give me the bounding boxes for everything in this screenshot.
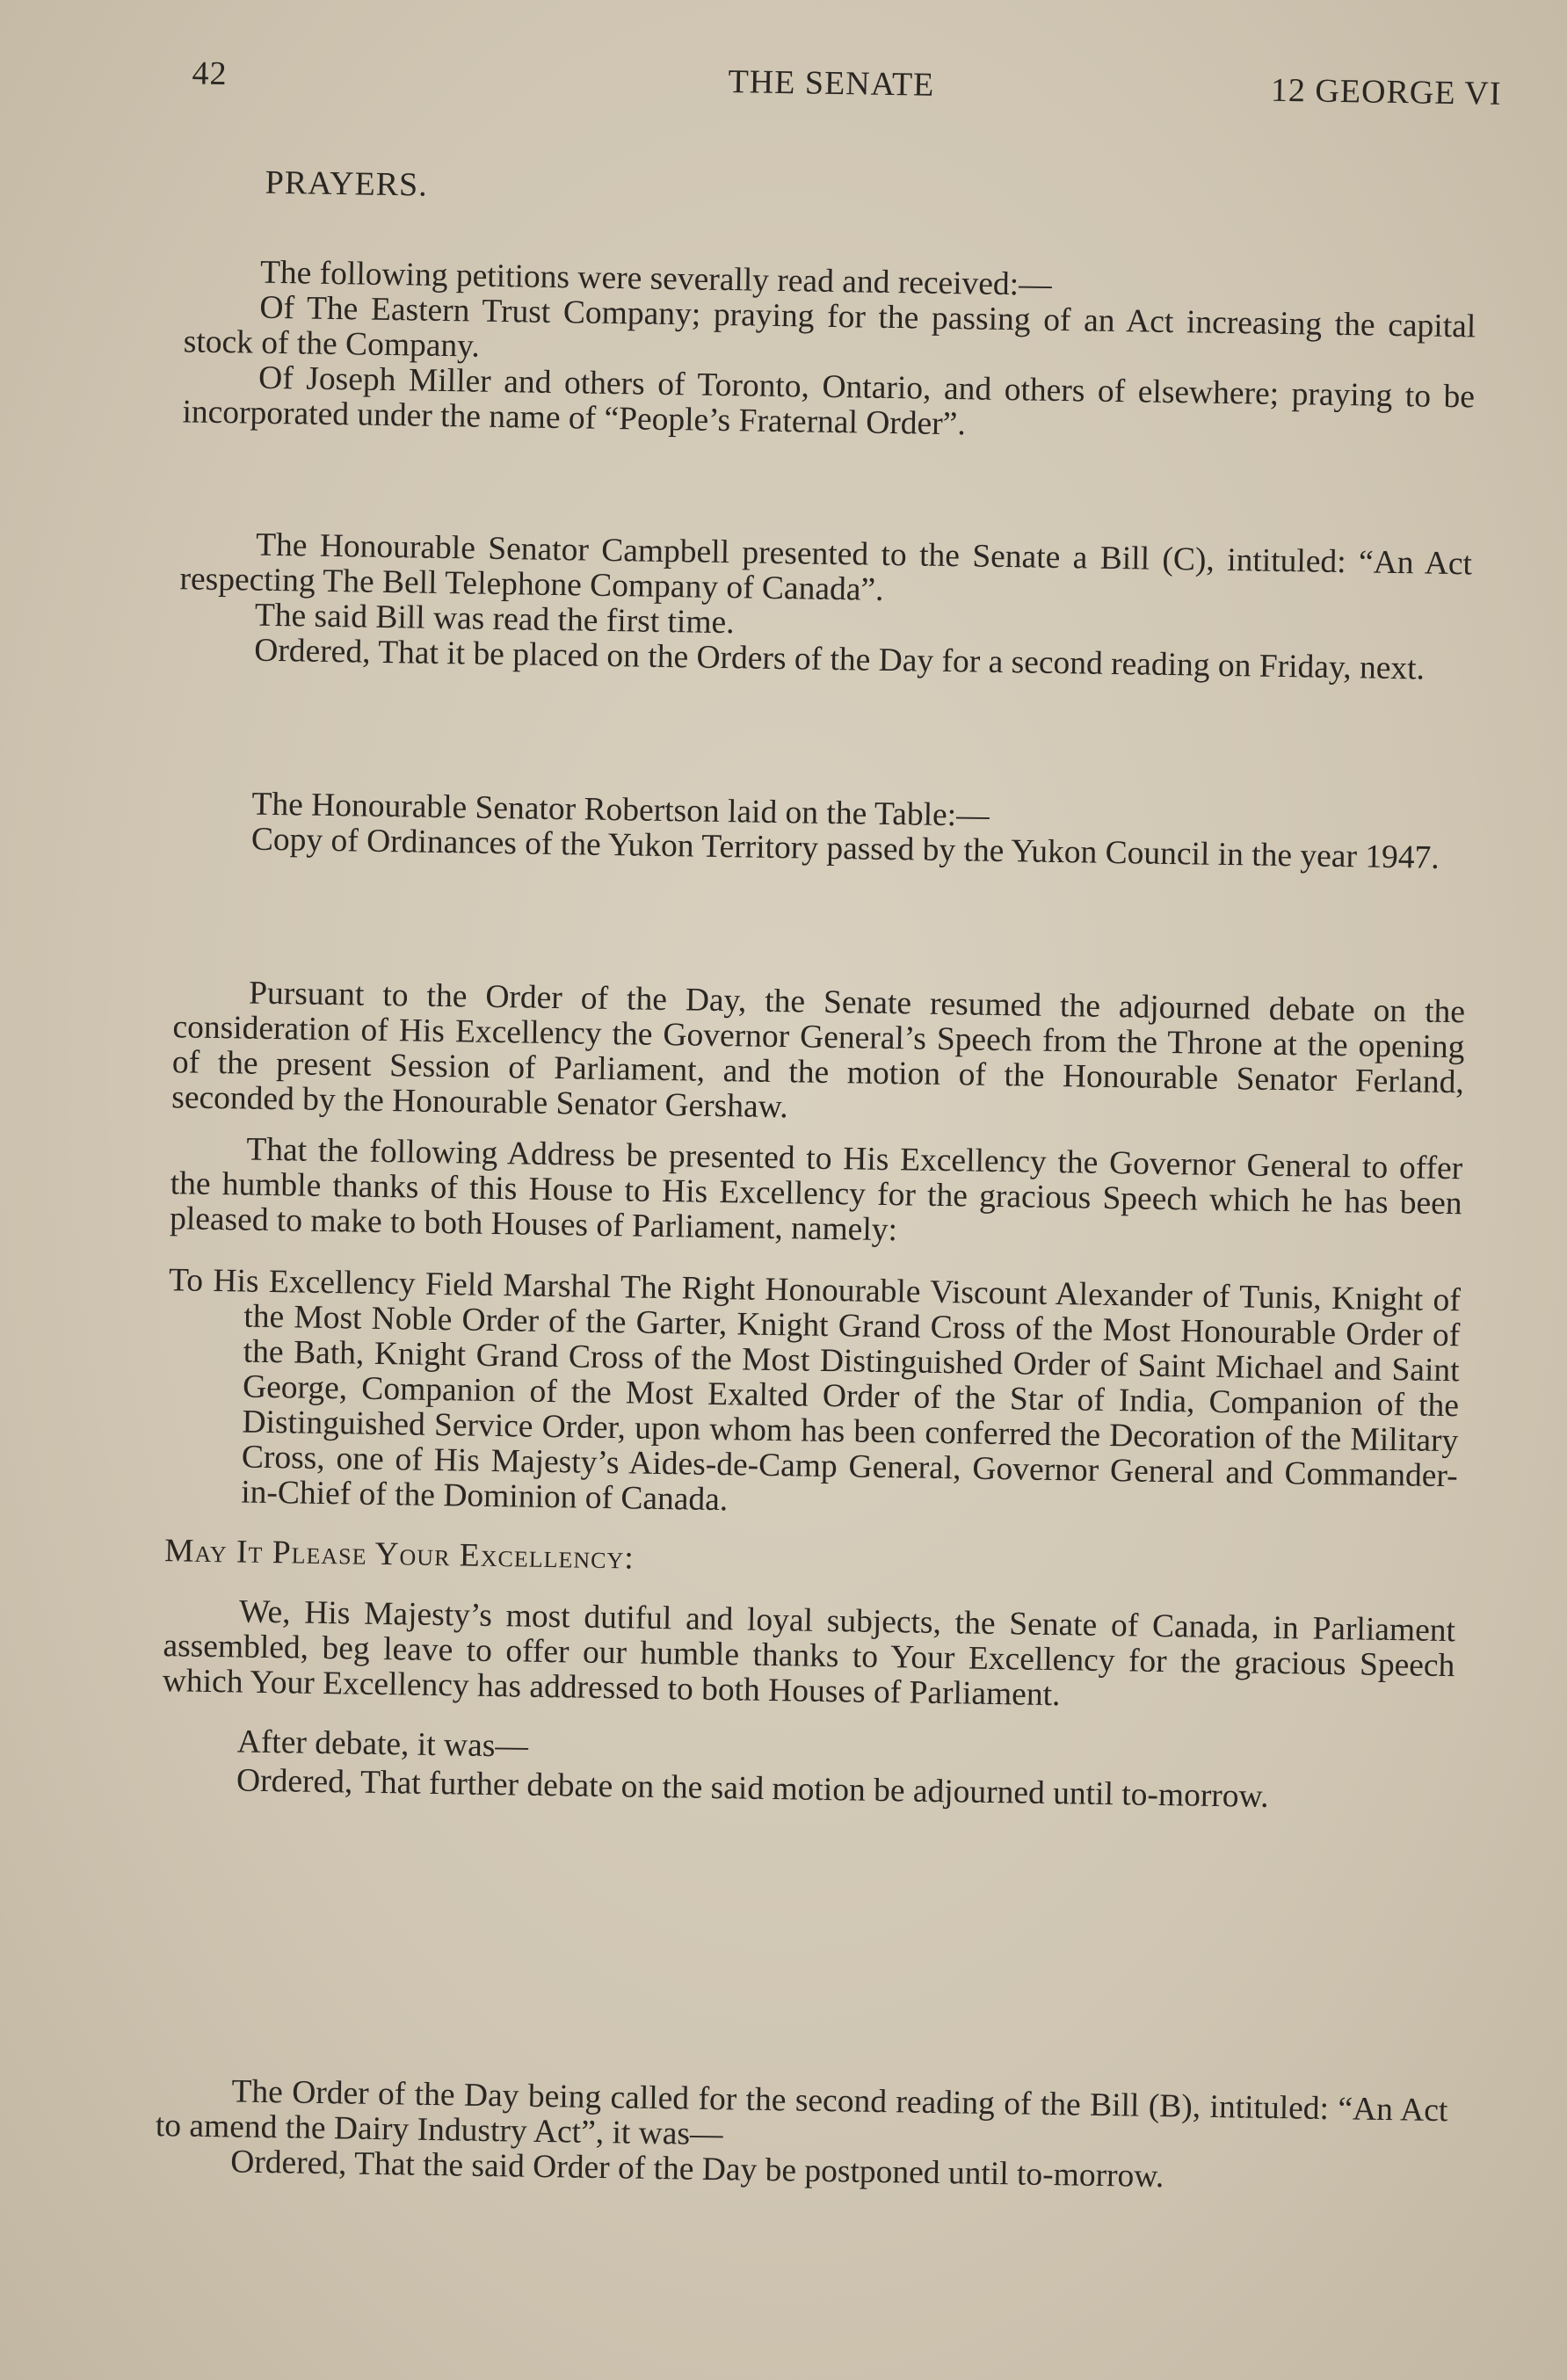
table-copy: Copy of Ordinances of the Yukon Territory passed by the Yukon Council in the year 1947. (250, 821, 1440, 876)
debate-motion: That the following Address be presented to His Excellency the Governor General to offer the humble thanks of this House to His Excellency for the gracious Speech which he has been pleased to make to both Houses of Parliament, namely: (169, 1131, 1463, 1249)
petition-item: Of Joseph Miller and others of Toronto, Ontario, and others of elsewhere; praying to be incorporated under the name of “People’s Fraternal Order”. (182, 359, 1476, 443)
running-header (192, 54, 1502, 135)
bill-c-section (178, 526, 1472, 687)
table-section (176, 786, 1469, 876)
debate-adjourned: Ordered, That further debate on the said motion be adjourned until to-morrow. (236, 1762, 1269, 1815)
page-number: 42 (192, 54, 228, 93)
table-laid: The Honourable Senator Robertson laid on the Table:— (251, 786, 990, 834)
bill-c-presented: The Honourable Senator Campbell presented to the Senate a Bill (C), intituled: “An Act respecting The Bell Telephone Company of Canada”. (179, 526, 1473, 608)
address-salutation: May It Please Your Excellency: (163, 1533, 635, 1577)
bill-c-first-reading: The said Bill was read the first time. (254, 597, 735, 642)
address-recipient: To His Excellency Field Marshal The Right Honourable Viscount Alexander of Tunis, Knight of the Most Noble Order of the Garter, Knight Grand Cross of the Most Honourable Order of the Bath, Knight Grand Cross of the Most Distinguished Order of Saint Michael and Saint George, Companion of the Most Exalted Order of the Star of India, Companion of the Distinguished Service Order, upon whom has been conferred the Decoration of the Military Cross, one of His Majesty’s Aides-de-Camp General, Governor General and Commander-in-Chief of the Dominion of Canada. (168, 1262, 1462, 1519)
page-title: THE SENATE (728, 63, 935, 104)
petition-item: Of The Eastern Trust Company; praying for the passing of an Act increasing the capital stock of the Company. (183, 289, 1476, 365)
bill-b-order: The Order of the Day being called for the second reading of the Bill (B), intituled: “An Act to amend the Dairy Industry Act”, it was— (155, 2073, 1448, 2153)
bill-b-postponed: Ordered, That the said Order of the Day be postponed until to-morrow. (229, 2144, 1164, 2195)
petitions-section (182, 254, 1476, 450)
debate-resumed: Pursuant to the Order of the Day, the Senate resumed the adjourned debate on the consideration of His Excellency the Governor General’s Speech from the Throne at the opening of the present Session of Parliament, and the motion of the Honourable Senator Ferland, seconded by the Honourable Senator Gershaw. (170, 975, 1466, 1126)
petitions-intro: The following petitions were severally read and received:— (259, 254, 1052, 303)
address-body: We, His Majesty’s most dutiful and loyal subjects, the Senate of Canada, in Parliament assembled, beg leave to offer our humble thanks to Your Excellency for the gracious Speech which Your Excellency has addressed to both Houses of Parliament. (162, 1593, 1456, 1714)
debate-section (161, 975, 1466, 1818)
prayers-heading: PRAYERS. (265, 163, 429, 204)
after-debate: After debate, it was— (236, 1723, 529, 1765)
regnal-year: 12 GEORGE VI (1270, 71, 1502, 112)
bill-b-section (155, 2073, 1448, 2199)
bill-c-ordered: Ordered, That it be placed on the Orders of the Day for a second reading on Friday, next. (253, 632, 1426, 687)
